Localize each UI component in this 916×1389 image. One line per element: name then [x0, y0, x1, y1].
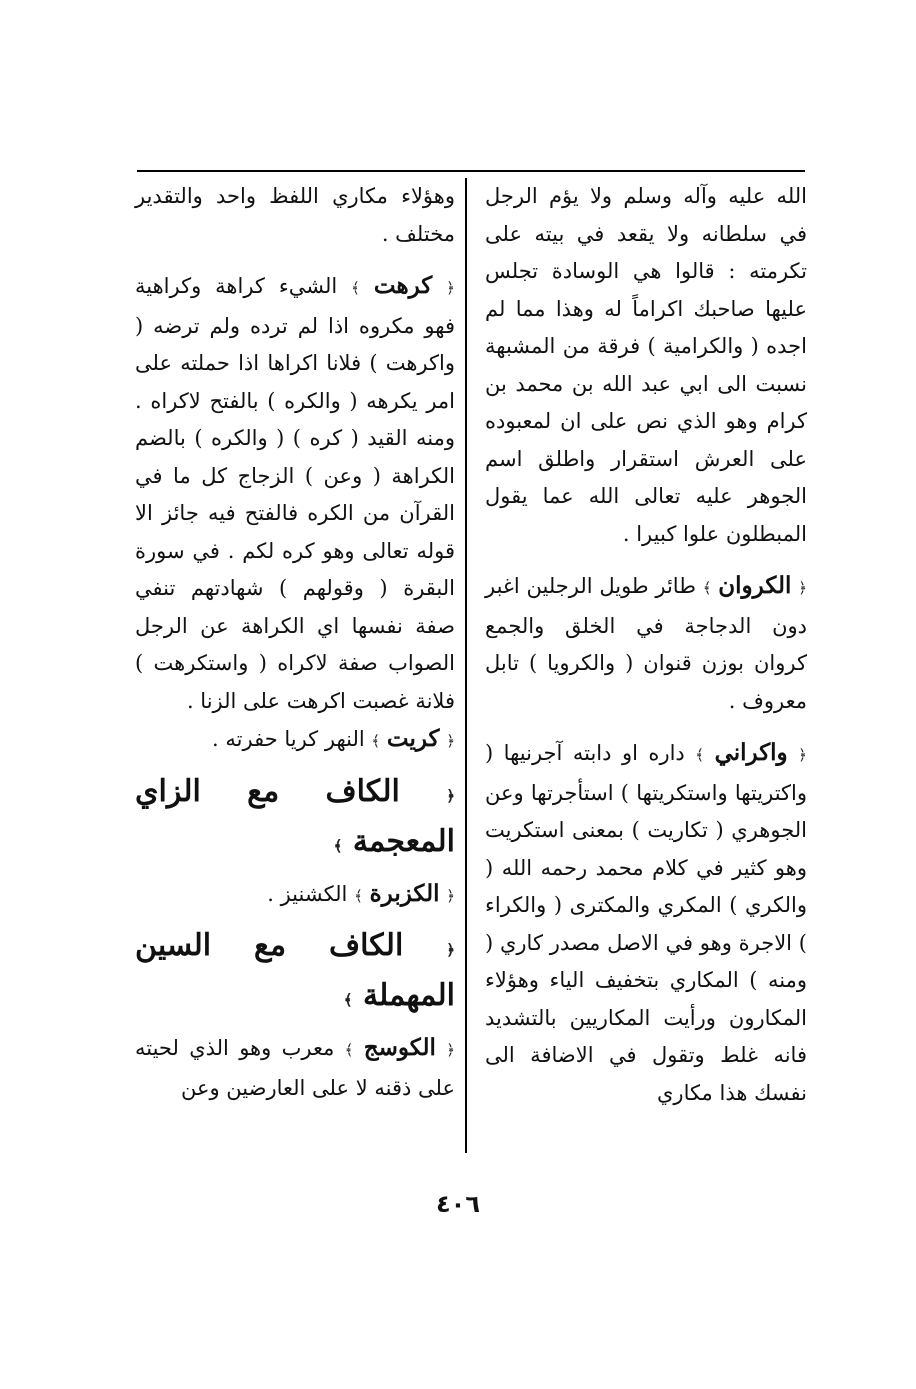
ornament-open-icon: ﴿ [446, 886, 455, 905]
ornament-close-icon: ﴾ [351, 279, 360, 297]
entry-karawan [485, 567, 807, 720]
ornament-open-icon: ﴿ [446, 786, 455, 805]
headword: الكزبرة [369, 879, 440, 907]
right-column [485, 178, 807, 1112]
entry-text: الكشنيز . [267, 881, 348, 906]
ornament-close-icon: ﴾ [333, 836, 343, 855]
ornament-open-icon: ﴿ [798, 746, 807, 764]
entry-kuzbura [135, 875, 455, 916]
headword: كريت [386, 725, 440, 752]
page-number: ٤٠٦ [436, 1190, 480, 1218]
section-heading [135, 769, 455, 869]
entry-karaytu [135, 720, 455, 761]
headword: واكراني [714, 739, 788, 766]
entry-text: داره او دابته آجرنيها ( واكتريتها واستكريتها ) استأجرتها وعن الجوهري ( تكاريت ) بمعنى استكريت وهو كثير في كلام محمد رحمه الله ( والكري ) المكري والمكترى ( والكراء ) الاجرة وهو في الاصل مصدر كاري ( ومنه ) المكاري بتخفيف الياء وهؤلاء المكارون ورأيت المكاريين بالتشديد فانه غلط وتقول في الاضافة الى نفسك هذا مكاري [485, 741, 807, 1105]
entry-text: طائر طويل الرجلين اغبر دون الدجاجة في الخلق والجمع كروان بوزن قنوان ( والكرويا ) تابل معروف . [485, 574, 807, 713]
headword: الكوسج [363, 1034, 436, 1061]
ornament-close-icon: ﴾ [354, 886, 363, 905]
ornament-open-icon: ﴿ [446, 941, 455, 959]
paragraph-continued: وهؤلاء مكاري اللفظ واحد والتقدير مختلف . [135, 184, 455, 246]
headword: كرهت [373, 272, 433, 299]
section-title: الكاف مع الزاي المعجمة [135, 773, 455, 859]
entry-kawsaj [135, 1029, 455, 1107]
left-column [135, 178, 455, 1107]
paragraph-continued: الله عليه وآله وسلم ولا يؤم الرجل في سلطانه ولا يقعد في بيته على تكرمته : قالوا هي الوسادة تجلس عليها صاحبك اكراماً له وهذا مما لم اجده ( والكرامية ) فرقة من المشبهة نسبت الى ابي عبد الله بن محمد بن كرام وهو الذي نص على ان لمعبوده على العرش استقرار واطلق اسم الجوهر عليه تعالى الله عما يقول المبطلون علوا كبيرا . [485, 184, 807, 546]
entry-text: النهر كريا حفرته . [212, 727, 365, 751]
ornament-close-icon: ﴾ [344, 1041, 354, 1059]
ornament-open-icon: ﴿ [798, 579, 808, 597]
ornament-open-icon: ﴿ [446, 732, 455, 750]
ornament-open-icon: ﴿ [446, 1041, 456, 1059]
entry-text: الشيء كراهة وكراهية فهو مكروه اذا لم ترده ولم ترضه ( واكرهت ) فلانا اكراها اذا حملته على امر يكرهه ( والكره ) بالفتح لاكراه . ومنه القيد ( كره ) ( والكره ) بالضم الكراهة ( وعن ) الزجاج كل ما في القرآن من الكره فالفتح فيه جائز الا قوله تعالى وهو كره لكم . في سورة البقرة ( وقولهم ) شهادتهم تنفي صفة نفسها اي الكراهة عن الرجل الصواب صفة لاكراه ( واستكرهت ) فلانة غصبت اكرهت على الزنا . [135, 274, 455, 713]
column-divider [465, 178, 467, 1153]
top-rule [137, 170, 805, 172]
ornament-close-icon: ﴾ [702, 579, 712, 597]
entry-karihtu [135, 267, 455, 720]
entry-text: معرب وهو الذي لحيته على ذقنه لا على العارضين وعن [135, 1036, 455, 1100]
section-title: الكاف مع السين المهملة [135, 928, 455, 1013]
entry-akrani [485, 734, 807, 1112]
ornament-close-icon: ﴾ [371, 732, 381, 750]
ornament-close-icon: ﴾ [695, 746, 705, 764]
ornament-open-icon: ﴿ [446, 279, 455, 297]
section-heading [135, 923, 455, 1023]
headword: الكروان [718, 572, 792, 599]
ornament-close-icon: ﴾ [343, 991, 353, 1009]
